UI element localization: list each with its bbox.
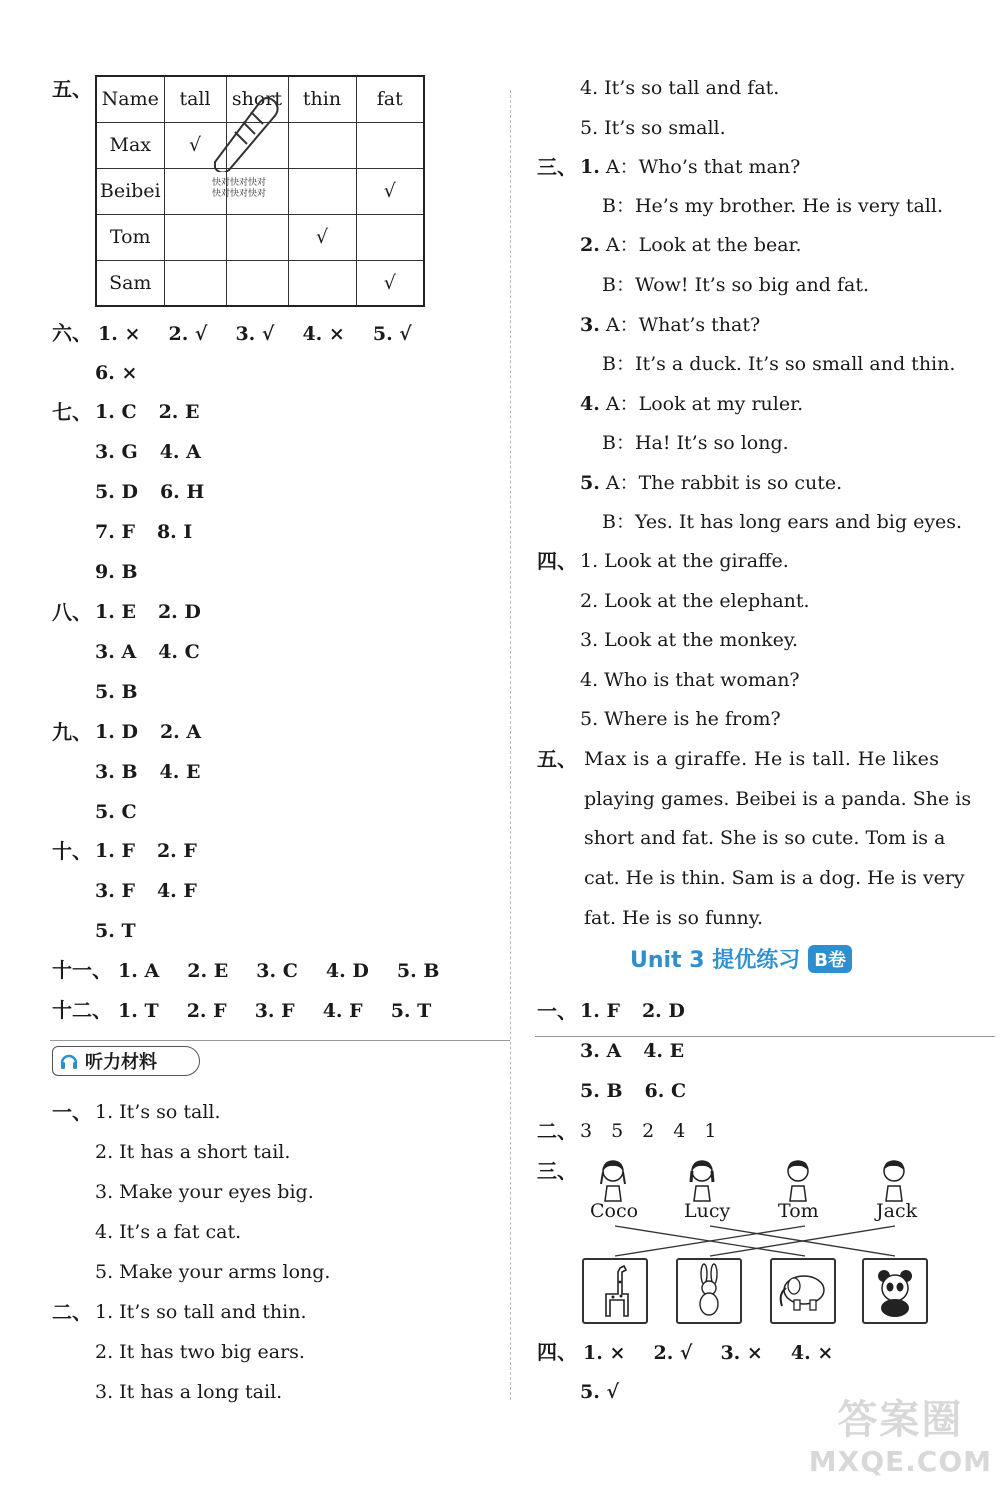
dialog-number: 1. [580,156,600,178]
dialog-line-b: B：Wow! It’s so big and fat. [602,274,870,296]
answer-item: 1. A [118,960,160,982]
listening-line: 4. It’s a fat cat. [95,1221,242,1243]
answer-line [95,519,192,545]
check-cell: √ [164,122,226,168]
answer-item: 4. E [159,761,201,783]
section-12-label: 十二、 [52,998,112,1022]
answer-item: 7. F [95,521,135,543]
listening-material-title: 听力材料 [85,1052,157,1073]
answer-line [95,599,201,625]
passage-line: short and fat. She is so cute. Tom is a [584,827,946,849]
listening-line: 3. Look at the monkey. [580,629,799,651]
passage-line: Max is a giraffe. He is tall. He likes [584,748,940,770]
answer-item: 5. C [95,801,137,823]
answer-item: 2. E [187,960,229,982]
answer-item: 3. F [95,880,135,902]
listening-line: 4. It’s so tall and fat. [580,77,780,99]
dialog-number: 3. [580,314,600,336]
answer-item: 1. × [583,1342,626,1364]
check-cell [288,168,356,214]
check-cell [226,214,288,260]
listening-line: 2. Look at the elephant. [580,590,810,612]
answer-item: 6. H [159,481,205,503]
answer-line [95,878,197,904]
answer-line [95,838,197,864]
answer-item: 3. √ [235,323,275,345]
section-divider [535,1036,995,1037]
answer-item: 1. D [95,721,138,743]
check-cell [164,214,226,260]
listening-part-5-label: 五、 [537,747,577,771]
answer-item: 4. × [302,323,345,345]
table-header-cell: short [226,76,288,122]
answer-item: 3. B [95,761,138,783]
listening-line: 2. It has two big ears. [95,1341,305,1363]
section-12 [52,997,431,1023]
listening-line: 3. Make your eyes big. [95,1181,314,1203]
eraser-sketch-icon [205,92,285,172]
boy-icon [878,1158,910,1202]
dialog-line-a [580,154,800,180]
b-section-3-label: 三、 [537,1159,577,1183]
table-header-cell: thin [288,76,356,122]
watermark-line: MXQE.COM [808,1445,992,1478]
answer-item: 1. × [98,323,141,345]
dialog-number: 2. [580,234,600,256]
answer-item: 4. D [325,960,369,982]
answer-item: 1. F [580,1000,620,1022]
answer-item: 3. × [720,1342,763,1364]
table-row [96,260,424,306]
answer-item: 1. E [95,601,136,623]
giraffe-icon [584,1260,646,1322]
table-name-cell: Tom [96,214,164,260]
dialog-line-a [580,391,803,417]
check-cell [226,260,288,306]
answer-item: 5. B [95,681,138,703]
table-name-cell: Beibei [96,168,164,214]
answer-item: 5. B [580,1080,623,1102]
answer-item: 2. F [156,840,197,862]
handwritten-note [212,178,266,200]
answer-line [95,799,137,825]
note-line: 快对快对快对 [212,178,267,188]
answer-line [580,998,685,1024]
watermark-line: 答案圈 [837,1397,964,1443]
dialog-text: A：Look at the bear. [605,234,802,256]
kid-name: Jack [876,1200,918,1222]
listening-line: 3. It has a long tail. [95,1381,283,1403]
answer-line [95,719,201,745]
answer-line [95,639,200,665]
answer-item: 1. T [118,1000,159,1022]
dialog-line-a [580,232,802,258]
listening-material-header [52,1046,200,1076]
answer-item: 2. A [159,721,202,743]
answer-item: 3. F [254,1000,295,1022]
listening-line: 5. Make your arms long. [95,1261,331,1283]
section-divider [50,1040,510,1041]
b-section-4 [537,1339,833,1365]
section-6-label: 六、 [52,321,92,345]
dialog-line-b: B：Yes. It has long ears and big eyes. [602,511,963,533]
answer-item: 9. B [95,561,138,583]
answer-item: 2. √ [168,323,208,345]
listening-part-3-label: 三、 [537,155,577,179]
answer-item: 2. D [157,601,201,623]
answer-item: 8. I [156,521,193,543]
passage-line: playing games. Beibei is a panda. She is [584,788,972,810]
answer-item: 2. D [641,1000,685,1022]
unit-title [630,943,852,974]
answer-item: 1. C [95,401,137,423]
table-row [96,214,424,260]
boy-icon [782,1158,814,1202]
answer-item: 2. E [158,401,200,423]
answer-item: 3. C [256,960,298,982]
answer-item: 6. C [644,1080,687,1102]
listening-part-2-label: 二、 [52,1300,92,1324]
answer-line [95,439,201,465]
listening-part-4-label: 四、 [537,549,577,573]
check-cell: √ [288,214,356,260]
answer-item: 5. T [390,1000,432,1022]
answer-line [580,1078,686,1104]
rabbit-icon [678,1260,740,1322]
check-cell [288,260,356,306]
answer-line [95,918,136,944]
dialog-text: A：Look at my ruler. [605,393,804,415]
passage-line: cat. He is thin. Sam is a dog. He is very [584,867,965,889]
dialog-number: 5. [580,472,600,494]
answer-item: 2. √ [653,1342,693,1364]
listening-line: 1. It’s so tall and thin. [95,1301,307,1323]
dialog-line-b: B：It’s a duck. It’s so small and thin. [602,353,956,375]
answer-line [95,559,138,585]
answer-sequence: 3 5 2 4 1 [580,1120,717,1142]
dialog-number: 4. [580,393,600,415]
check-cell [288,122,356,168]
answer-line [95,679,138,705]
dialog-text: A：What’s that? [605,314,761,336]
passage-line: fat. He is so funny. [584,907,764,929]
kid-name: Lucy [684,1200,731,1222]
section-11 [52,957,439,983]
listening-line: 5. Where is he from? [580,708,781,730]
table-header-cell: tall [164,76,226,122]
table-header-cell: fat [356,76,424,122]
girl-icon [686,1158,718,1202]
section-11-label: 十一、 [52,958,112,982]
answer-item: 4. E [643,1040,685,1062]
listening-line: 2. It has a short tail. [95,1141,291,1163]
answer-item: 4. F [156,880,197,902]
listening-line: 4. Who is that woman? [580,669,800,691]
answer-item: 5. √ [580,1381,619,1403]
section-7-label: 七、 [52,400,92,424]
listening-line: 1. It’s so tall. [95,1101,221,1123]
answer-item: 4. A [159,441,201,463]
unit-title-text: Unit 3 提优练习 [630,948,801,973]
watermark [809,1388,992,1478]
answer-item: 5. D [95,481,138,503]
kid-name: Tom [778,1200,819,1222]
section-8-label: 八、 [52,600,92,624]
answer-item: 3. A [580,1040,622,1062]
answer-line [580,1038,684,1064]
giraffe-picture [582,1258,648,1324]
section-6 [52,320,412,346]
panda-picture [862,1258,928,1324]
elephant-icon [772,1260,834,1322]
answer-item: 5. √ [372,323,412,345]
girl-icon [597,1158,629,1202]
answer-item: 1. F [95,840,135,862]
table-name-cell: Sam [96,260,164,306]
dialog-text: A：The rabbit is so cute. [605,472,843,494]
answer-line [95,399,200,425]
listening-part-1-label: 一、 [52,1100,92,1124]
answer-item: 3. G [95,441,138,463]
table-name-cell: Max [96,122,164,168]
check-cell [356,214,424,260]
matching-lines [580,1222,920,1262]
check-cell [164,260,226,306]
panda-icon [864,1260,926,1322]
dialog-line-b: B：Ha! It’s so long. [602,432,789,454]
dialog-line-b: B：He’s my brother. He is very tall. [602,195,943,217]
check-cell: √ [356,168,424,214]
b-section-4-label: 四、 [537,1340,577,1364]
b-section-1-label: 一、 [537,999,577,1023]
section-9-label: 九、 [52,720,92,744]
answer-item: 5. B [396,960,440,982]
check-cell: √ [356,260,424,306]
answer-item: 4. C [158,641,200,663]
dialog-line-a [580,312,760,338]
check-cell [356,122,424,168]
table-header-cell: Name [96,76,164,122]
headphones-icon [59,1051,79,1071]
section-5-label: 五、 [52,77,92,101]
answer-line [95,759,200,785]
column-divider [510,90,511,1400]
dialog-line-a [580,470,842,496]
elephant-picture [770,1258,836,1324]
answer-line [95,479,204,505]
rabbit-picture [676,1258,742,1324]
answer-item: 4. F [322,1000,363,1022]
answer-item: 2. F [186,1000,227,1022]
note-line: 快对快对快对 [212,189,267,199]
b-section-2-label: 二、 [537,1119,577,1143]
answer-item: 6. × [95,362,138,384]
kid-name: Coco [590,1200,639,1222]
answer-item: 5. T [95,920,136,942]
section-10-label: 十、 [52,839,92,863]
listening-line: 1. Look at the giraffe. [580,550,789,572]
listening-line: 5. It’s so small. [580,117,726,139]
unit-badge: B卷 [808,945,852,973]
dialog-text: A：Who’s that man? [605,156,801,178]
answer-item: 4. × [790,1342,834,1364]
answer-item: 3. A [95,641,137,663]
